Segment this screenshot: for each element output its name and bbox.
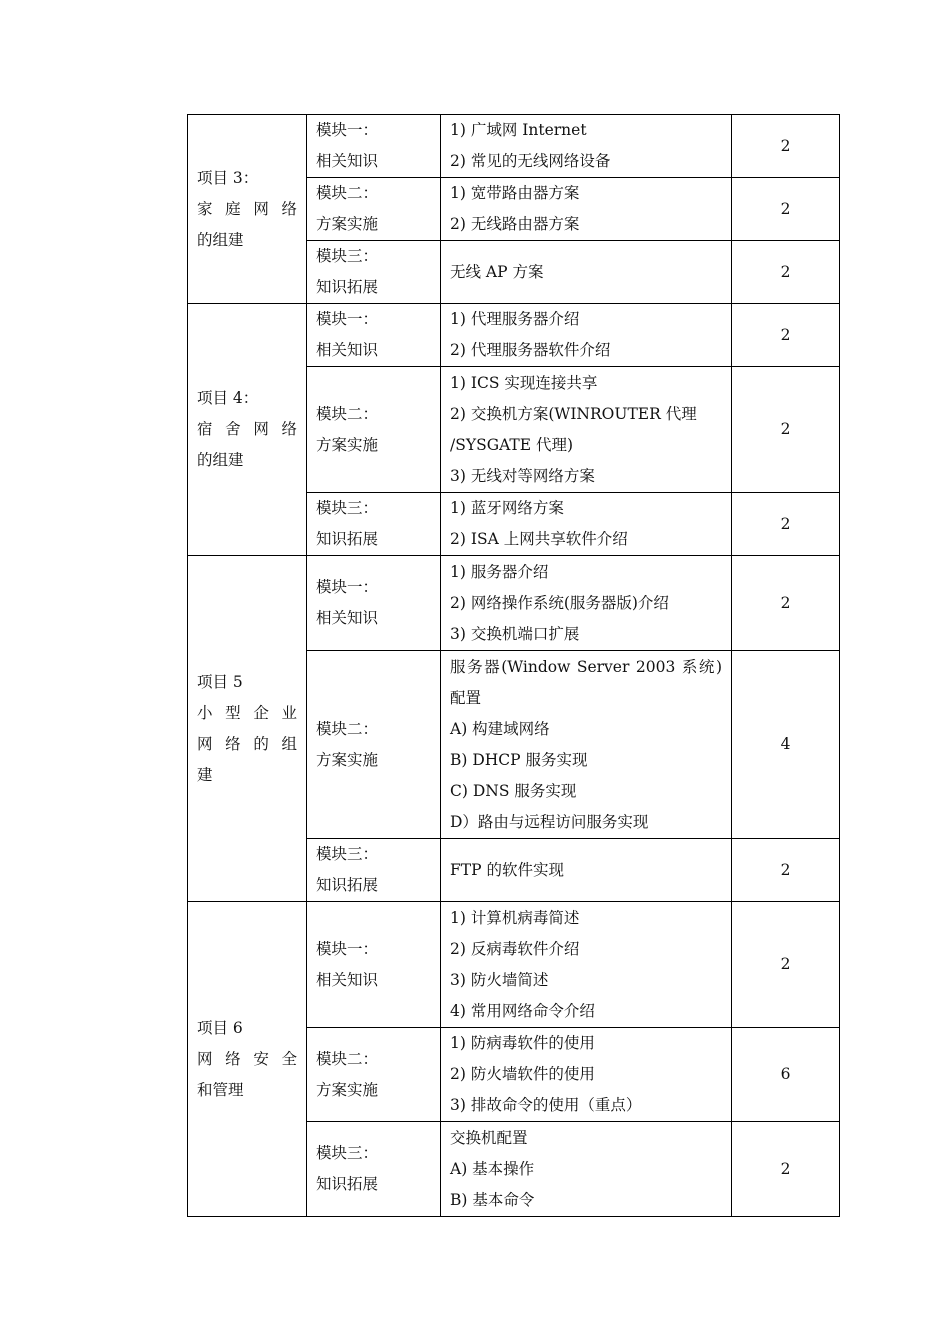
module-label-line: 相关知识 xyxy=(316,609,379,627)
hours-cell: 2 xyxy=(732,178,840,241)
project-title-cell xyxy=(188,304,307,556)
hours-cell: 4 xyxy=(732,651,840,839)
table-row xyxy=(188,902,840,1028)
project-title-cell xyxy=(188,115,307,304)
module-label-line: 模块一： xyxy=(316,121,379,139)
content-line: B) 基本命令 xyxy=(450,1190,535,1209)
content-line: /SYSGATE 代理) xyxy=(450,435,574,454)
project-title-line: 和管理 xyxy=(197,1080,244,1099)
module-label-cell xyxy=(307,367,441,493)
content-line: 2) 反病毒软件介绍 xyxy=(450,939,580,958)
hours-cell: 6 xyxy=(732,1028,840,1122)
content-line: 4) 常用网络命令介绍 xyxy=(450,1001,595,1020)
content-line: A) 构建域网络 xyxy=(450,719,550,738)
project-title-line: 项目 5 xyxy=(197,672,243,691)
module-label-line: 模块二： xyxy=(316,404,379,423)
module-label-line: 知识拓展 xyxy=(316,1175,379,1193)
module-label-line: 方案实施 xyxy=(316,435,379,454)
module-label-line: 模块三： xyxy=(316,1144,379,1162)
module-content-cell xyxy=(441,651,732,839)
module-label-line: 相关知识 xyxy=(316,341,379,359)
content-line: C) DNS 服务实现 xyxy=(450,781,577,800)
content-line: 3) 防火墙简述 xyxy=(450,970,549,989)
project-title-line: 建 xyxy=(197,765,213,784)
content-line: 1) 服务器介绍 xyxy=(450,562,549,581)
content-line: 3) 无线对等网络方案 xyxy=(450,466,595,485)
hours-cell: 2 xyxy=(732,115,840,178)
module-content-cell xyxy=(441,304,732,367)
content-line: 交换机配置 xyxy=(450,1128,528,1147)
content-line: 1) 计算机病毒简述 xyxy=(450,908,580,927)
module-content-cell xyxy=(441,178,732,241)
project-title-cell xyxy=(188,556,307,902)
content-line: 1) 蓝牙网络方案 xyxy=(450,499,564,517)
table-row xyxy=(188,556,840,651)
content-line: FTP 的软件实现 xyxy=(450,860,564,879)
table-row xyxy=(188,304,840,367)
project-title-line: 家 庭 网 络 xyxy=(197,199,297,218)
module-label-line: 模块三： xyxy=(316,499,379,517)
module-label-line: 模块一： xyxy=(316,939,379,958)
content-line: 2) 网络操作系统(服务器版)介绍 xyxy=(450,593,669,612)
content-line: 3) 交换机端口扩展 xyxy=(450,624,580,643)
project-title-line: 小 型 企 业 xyxy=(197,703,297,722)
module-label-cell xyxy=(307,1122,441,1217)
hours-cell: 2 xyxy=(732,902,840,1028)
module-label-cell xyxy=(307,304,441,367)
module-label-cell xyxy=(307,241,441,304)
module-content-cell xyxy=(441,1122,732,1217)
content-line: 1) ICS 实现连接共享 xyxy=(450,373,598,392)
content-line: 3) 排故命令的使用（重点） xyxy=(450,1096,642,1114)
hours-cell: 2 xyxy=(732,839,840,902)
content-line: 2) ISA 上网共享软件介绍 xyxy=(450,530,628,548)
project-title-line: 项目 4： xyxy=(197,389,259,407)
project-title-line: 网 络 安 全 xyxy=(197,1049,297,1068)
project-title-line: 项目 6 xyxy=(197,1018,243,1037)
project-title-cell xyxy=(188,902,307,1217)
content-line: 1) 宽带路由器方案 xyxy=(450,184,580,202)
module-content-cell xyxy=(441,839,732,902)
module-label-line: 相关知识 xyxy=(316,970,379,989)
module-label-line: 模块二： xyxy=(316,1049,379,1068)
module-content-cell xyxy=(441,902,732,1028)
module-label-cell xyxy=(307,839,441,902)
module-label-line: 方案实施 xyxy=(316,750,379,769)
hours-cell: 2 xyxy=(732,241,840,304)
hours-cell: 2 xyxy=(732,1122,840,1217)
content-line: 2) 防火墙软件的使用 xyxy=(450,1065,595,1083)
module-label-cell xyxy=(307,902,441,1028)
project-title-line: 项目 3： xyxy=(197,168,259,187)
content-line: D）路由与远程访问服务实现 xyxy=(450,812,649,831)
hours-cell: 2 xyxy=(732,367,840,493)
module-content-cell xyxy=(441,493,732,556)
module-label-line: 知识拓展 xyxy=(316,876,379,894)
module-label-line: 方案实施 xyxy=(316,215,379,233)
table-row xyxy=(188,115,840,178)
content-line: 1) 广域网 Internet xyxy=(450,121,587,139)
module-label-cell xyxy=(307,178,441,241)
content-line: 无线 AP 方案 xyxy=(450,262,544,281)
content-line: 2) 常见的无线网络设备 xyxy=(450,152,611,170)
content-line: 2) 无线路由器方案 xyxy=(450,215,580,233)
content-line: A) 基本操作 xyxy=(450,1159,535,1178)
project-title-line: 的组建 xyxy=(197,451,244,469)
content-line: 配置 xyxy=(450,688,482,707)
module-label-cell xyxy=(307,651,441,839)
module-label-line: 模块二： xyxy=(316,184,379,202)
content-line: B) DHCP 服务实现 xyxy=(450,750,588,769)
module-label-line: 模块一： xyxy=(316,578,379,596)
project-title-line: 的组建 xyxy=(197,230,244,249)
module-label-line: 方案实施 xyxy=(316,1080,379,1099)
module-label-cell xyxy=(307,556,441,651)
content-line: 服务器(Window Server 2003 系统) xyxy=(450,657,722,676)
hours-cell: 2 xyxy=(732,556,840,651)
module-label-line: 模块一： xyxy=(316,310,379,328)
content-line: 2) 代理服务器软件介绍 xyxy=(450,341,611,359)
module-content-cell xyxy=(441,367,732,493)
content-line: 1) 代理服务器介绍 xyxy=(450,310,580,328)
module-label-cell xyxy=(307,1028,441,1122)
module-content-cell xyxy=(441,556,732,651)
module-label-cell xyxy=(307,115,441,178)
project-title-line: 网 络 的 组 xyxy=(197,734,297,753)
module-label-line: 模块二： xyxy=(316,719,379,738)
hours-cell: 2 xyxy=(732,493,840,556)
module-content-cell xyxy=(441,241,732,304)
project-title-line: 宿 舍 网 络 xyxy=(197,420,297,438)
content-line: 2) 交换机方案(WINROUTER 代理 xyxy=(450,404,697,423)
module-label-line: 模块三： xyxy=(316,845,379,863)
module-label-line: 知识拓展 xyxy=(316,278,379,296)
module-label-cell xyxy=(307,493,441,556)
module-label-line: 模块三： xyxy=(316,247,379,265)
module-content-cell xyxy=(441,115,732,178)
hours-cell: 2 xyxy=(732,304,840,367)
content-line: 1) 防病毒软件的使用 xyxy=(450,1034,595,1052)
module-content-cell xyxy=(441,1028,732,1122)
module-label-line: 相关知识 xyxy=(316,152,379,170)
module-label-line: 知识拓展 xyxy=(316,530,379,548)
curriculum-table xyxy=(187,114,840,1217)
